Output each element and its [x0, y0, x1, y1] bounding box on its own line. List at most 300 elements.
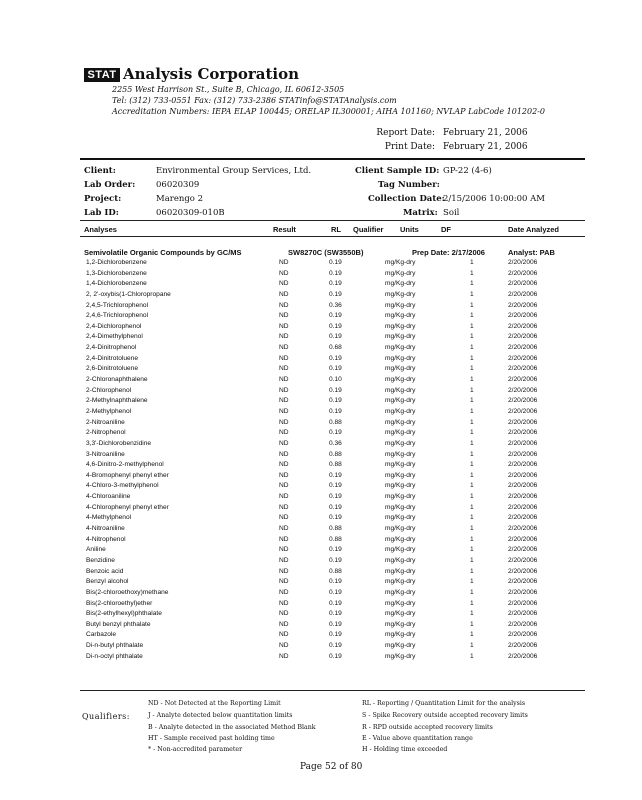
units-value: mg/Kg-dry [385, 280, 416, 288]
analyte-name: 4-Chloro-3-methylphenol [86, 482, 159, 490]
result-value: ND [279, 397, 289, 405]
legend-h: H - Holding time exceeded [362, 746, 448, 753]
rl-value: 0.88 [329, 567, 342, 575]
date-analyzed-value: 2/20/2006 [508, 599, 538, 607]
units-value: mg/Kg-dry [385, 620, 416, 628]
df-value: 1 [470, 259, 474, 266]
result-value: ND [279, 599, 289, 607]
table-row [0, 279, 642, 290]
analyte-name: Carbazole [86, 631, 117, 639]
date-analyzed-value: 2/20/2006 [508, 610, 538, 618]
rl-value: 0.19 [329, 482, 342, 490]
table-row [0, 258, 642, 269]
units-value: mg/Kg-dry [385, 546, 416, 554]
units-value: mg/Kg-dry [385, 642, 416, 650]
df-value: 1 [470, 482, 474, 490]
df-value: 1 [470, 471, 474, 479]
table-row [0, 386, 642, 397]
result-value: ND [279, 642, 289, 650]
units-value: mg/Kg-dry [385, 354, 416, 362]
rl-value: 0.19 [329, 365, 342, 373]
df-value: 1 [470, 312, 474, 320]
analyte-name: Aniline [86, 546, 106, 554]
table-row [0, 481, 642, 492]
analyte-name: 1,4-Dichlorobenzene [86, 280, 147, 288]
date-analyzed-value: 2/20/2006 [508, 365, 538, 373]
rl-value: 0.19 [329, 322, 342, 330]
df-value: 1 [470, 354, 474, 362]
df-value: 1 [470, 503, 474, 511]
result-value: ND [279, 259, 289, 266]
result-value: ND [279, 556, 289, 564]
units-value: mg/Kg-dry [385, 322, 416, 330]
date-analyzed-value: 2/20/2006 [508, 503, 538, 511]
df-value: 1 [470, 599, 474, 607]
result-value: ND [279, 567, 289, 575]
date-analyzed-value: 2/20/2006 [508, 439, 538, 447]
table-row [0, 311, 642, 322]
analyte-name: 2,6-Dinitrotoluene [86, 365, 139, 373]
df-value: 1 [470, 642, 474, 650]
legend-b: B - Analyte detected in the associated Method Blank [148, 724, 316, 731]
rl-value: 0.36 [329, 439, 342, 447]
analyte-name: 3-Nitroaniline [86, 450, 125, 458]
result-value: ND [279, 407, 289, 415]
df-value: 1 [470, 429, 474, 437]
table-row [0, 332, 642, 343]
units-value: mg/Kg-dry [385, 365, 416, 373]
result-value: ND [279, 269, 289, 277]
col-date-analyzed: Date Analyzed [508, 225, 559, 234]
df-value: 1 [470, 588, 474, 596]
table-row [0, 439, 642, 450]
units-value: mg/Kg-dry [385, 386, 416, 394]
date-analyzed-value: 2/20/2006 [508, 461, 538, 469]
rl-value: 0.19 [329, 333, 342, 341]
units-value: mg/Kg-dry [385, 418, 416, 426]
result-value: ND [279, 290, 289, 298]
result-value: ND [279, 535, 289, 543]
units-value: mg/Kg-dry [385, 493, 416, 501]
legend-e: E - Value above quantitation range [362, 735, 473, 742]
report-date: February 21, 2006 [443, 128, 528, 138]
legend-s: S - Spike Recovery outside accepted recovery limits [362, 712, 528, 719]
analyte-name: Bis(2-ethylhexyl)phthalate [86, 610, 162, 618]
rl-value: 0.19 [329, 312, 342, 320]
lab-id-label: Lab ID: [84, 208, 119, 218]
result-value: ND [279, 503, 289, 511]
section-title: Semivolatile Organic Compounds by GC/MS [84, 248, 242, 257]
project-label: Project: [84, 194, 122, 204]
result-value: ND [279, 386, 289, 394]
rl-value: 0.19 [329, 652, 342, 660]
table-row [0, 322, 642, 333]
collection-date-value: 2/15/2006 10:00:00 AM [443, 194, 546, 204]
col-analyses: Analyses [84, 225, 117, 234]
table-row [0, 545, 642, 556]
rl-value: 0.88 [329, 450, 342, 458]
table-row [0, 652, 642, 663]
lab-order-label: Lab Order: [84, 180, 136, 190]
print-date: February 21, 2006 [443, 142, 528, 152]
result-value: ND [279, 631, 289, 639]
df-value: 1 [470, 620, 474, 628]
units-value: mg/Kg-dry [385, 461, 416, 469]
table-row [0, 301, 642, 312]
col-rl: RL [331, 225, 341, 234]
date-analyzed-value: 2/20/2006 [508, 642, 538, 650]
table-row [0, 471, 642, 482]
result-value: ND [279, 354, 289, 362]
table-row [0, 396, 642, 407]
stat-logo: STAT [84, 68, 120, 82]
units-value: mg/Kg-dry [385, 578, 416, 586]
table-row [0, 588, 642, 599]
units-value: mg/Kg-dry [385, 429, 416, 437]
table-row [0, 269, 642, 280]
df-value: 1 [470, 407, 474, 415]
section-prep-date: Prep Date: 2/17/2006 [412, 248, 485, 257]
result-value: ND [279, 514, 289, 522]
table-row [0, 524, 642, 535]
rl-value: 0.19 [329, 599, 342, 607]
rl-value: 0.36 [329, 301, 342, 309]
df-value: 1 [470, 322, 474, 330]
df-value: 1 [470, 535, 474, 543]
columns-bottom-divider [80, 236, 585, 237]
table-row [0, 620, 642, 631]
table-row [0, 556, 642, 567]
lab-order-value: 06020309 [156, 180, 200, 190]
analyte-name: Benzyl alcohol [86, 578, 129, 586]
rl-value: 0.19 [329, 556, 342, 564]
units-value: mg/Kg-dry [385, 312, 416, 320]
df-value: 1 [470, 397, 474, 405]
date-analyzed-value: 2/20/2006 [508, 514, 538, 522]
result-value: ND [279, 578, 289, 586]
analyte-name: 2,4,6-Trichlorophenol [86, 312, 149, 320]
result-value: ND [279, 301, 289, 309]
result-value: ND [279, 620, 289, 628]
table-row [0, 460, 642, 471]
result-value: ND [279, 493, 289, 501]
date-analyzed-value: 2/20/2006 [508, 290, 538, 298]
df-value: 1 [470, 546, 474, 554]
result-value: ND [279, 450, 289, 458]
rl-value: 0.19 [329, 354, 342, 362]
units-value: mg/Kg-dry [385, 525, 416, 533]
rl-value: 0.19 [329, 578, 342, 586]
units-value: mg/Kg-dry [385, 301, 416, 309]
units-value: mg/Kg-dry [385, 652, 416, 660]
table-row [0, 450, 642, 461]
analyte-name: Di-n-octyl phthalate [86, 652, 143, 660]
result-value: ND [279, 546, 289, 554]
rl-value: 0.19 [329, 546, 342, 554]
table-row [0, 492, 642, 503]
rl-value: 0.19 [329, 290, 342, 298]
rl-value: 0.68 [329, 344, 342, 352]
date-analyzed-value: 2/20/2006 [508, 482, 538, 490]
rl-value: 0.19 [329, 471, 342, 479]
client-sample-id-label: Client Sample ID: [355, 166, 440, 176]
analyte-name: 4-Nitrophenol [86, 535, 126, 543]
result-value: ND [279, 610, 289, 618]
date-analyzed-value: 2/20/2006 [508, 301, 538, 309]
date-analyzed-value: 2/20/2006 [508, 631, 538, 639]
table-row [0, 599, 642, 610]
units-value: mg/Kg-dry [385, 631, 416, 639]
date-analyzed-value: 2/20/2006 [508, 280, 538, 288]
units-value: mg/Kg-dry [385, 567, 416, 575]
date-analyzed-value: 2/20/2006 [508, 312, 538, 320]
df-value: 1 [470, 567, 474, 575]
results-table [0, 258, 642, 662]
analyte-name: 4-Nitroaniline [86, 525, 125, 533]
rl-value: 0.19 [329, 397, 342, 405]
table-row [0, 577, 642, 588]
client-sample-id-value: GP-22 (4-6) [443, 166, 492, 176]
legend-j: J - Analyte detected below quantitation limits [148, 712, 293, 719]
legend-ht: HT - Sample received past holding time [148, 735, 275, 742]
rl-value: 0.19 [329, 493, 342, 501]
table-row [0, 343, 642, 354]
analyte-name: 2,4-Dichlorophenol [86, 322, 142, 330]
table-row [0, 407, 642, 418]
date-analyzed-value: 2/20/2006 [508, 429, 538, 437]
df-value: 1 [470, 610, 474, 618]
rl-value: 0.19 [329, 259, 342, 266]
units-value: mg/Kg-dry [385, 556, 416, 564]
result-value: ND [279, 418, 289, 426]
table-row [0, 418, 642, 429]
columns-top-divider [80, 220, 585, 221]
table-row [0, 609, 642, 620]
df-value: 1 [470, 365, 474, 373]
section-method: SW8270C (SW3550B) [288, 248, 364, 257]
df-value: 1 [470, 631, 474, 639]
collection-date-label: Collection Date: [368, 194, 445, 204]
analyte-name: Benzidine [86, 556, 115, 564]
rl-value: 0.19 [329, 429, 342, 437]
units-value: mg/Kg-dry [385, 269, 416, 277]
result-value: ND [279, 429, 289, 437]
rl-value: 0.19 [329, 588, 342, 596]
analyte-name: Benzoic acid [86, 567, 124, 575]
result-value: ND [279, 312, 289, 320]
df-value: 1 [470, 439, 474, 447]
legend-rl: RL - Reporting / Quantitation Limit for the analysis [362, 700, 526, 707]
analyte-name: 4-Chloroaniline [86, 493, 131, 501]
df-value: 1 [470, 461, 474, 469]
lab-id-value: 06020309-010B [156, 208, 225, 218]
rl-value: 0.19 [329, 620, 342, 628]
date-analyzed-value: 2/20/2006 [508, 322, 538, 330]
analyte-name: 2,4-Dinitrotoluene [86, 354, 139, 362]
client-value: Environmental Group Services, Ltd. [156, 166, 312, 176]
df-value: 1 [470, 418, 474, 426]
analyte-name: Di-n-butyl phthalate [86, 642, 144, 650]
table-row [0, 290, 642, 301]
col-units: Units [400, 225, 419, 234]
rl-value: 0.19 [329, 269, 342, 277]
date-analyzed-value: 2/20/2006 [508, 556, 538, 564]
col-result: Result [273, 225, 296, 234]
units-value: mg/Kg-dry [385, 599, 416, 607]
analyte-name: 3,3'-Dichlorobenzidine [86, 439, 152, 447]
df-value: 1 [470, 556, 474, 564]
analyte-name: 2,4,5-Trichlorophenol [86, 301, 149, 309]
result-value: ND [279, 365, 289, 373]
print-date-label: Print Date: [384, 142, 435, 152]
result-value: ND [279, 344, 289, 352]
df-value: 1 [470, 280, 474, 288]
client-label: Client: [84, 166, 116, 176]
units-value: mg/Kg-dry [385, 482, 416, 490]
analyte-name: Bis(2-chloroethoxy)methane [86, 588, 169, 596]
rl-value: 0.88 [329, 418, 342, 426]
header-divider [80, 158, 585, 160]
rl-value: 0.19 [329, 514, 342, 522]
date-analyzed-value: 2/20/2006 [508, 546, 538, 554]
matrix-value: Soil [443, 208, 460, 218]
date-analyzed-value: 2/20/2006 [508, 471, 538, 479]
col-qualifier: Qualifier [353, 225, 384, 234]
units-value: mg/Kg-dry [385, 610, 416, 618]
analyte-name: Bis(2-chloroethyl)ether [86, 599, 153, 607]
analyte-name: 2,4-Dinitrophenol [86, 344, 137, 352]
rl-value: 0.88 [329, 535, 342, 543]
result-value: ND [279, 280, 289, 288]
matrix-label: Matrix: [403, 208, 438, 218]
result-value: ND [279, 652, 289, 660]
rl-value: 0.88 [329, 525, 342, 533]
units-value: mg/Kg-dry [385, 535, 416, 543]
legend-nd: ND - Not Detected at the Reporting Limit [148, 700, 281, 707]
analyte-name: 2-Chlorophenol [86, 386, 132, 394]
df-value: 1 [470, 578, 474, 586]
date-analyzed-value: 2/20/2006 [508, 450, 538, 458]
df-value: 1 [470, 301, 474, 309]
df-value: 1 [470, 493, 474, 501]
analyte-name: 1,2-Dichlorobenzene [86, 259, 147, 266]
result-value: ND [279, 322, 289, 330]
date-analyzed-value: 2/20/2006 [508, 493, 538, 501]
analyte-name: 2, 2'-oxybis(1-Chloropropane [86, 290, 171, 298]
table-row [0, 567, 642, 578]
company-name: Analysis Corporation [123, 65, 299, 83]
rl-value: 0.88 [329, 461, 342, 469]
col-df: DF [441, 225, 451, 234]
tag-number-label: Tag Number: [378, 180, 440, 190]
date-analyzed-value: 2/20/2006 [508, 588, 538, 596]
units-value: mg/Kg-dry [385, 514, 416, 522]
units-value: mg/Kg-dry [385, 290, 416, 298]
rl-value: 0.19 [329, 280, 342, 288]
units-value: mg/Kg-dry [385, 450, 416, 458]
df-value: 1 [470, 333, 474, 341]
result-value: ND [279, 333, 289, 341]
page-number: Page 52 of 80 [300, 762, 363, 772]
table-row [0, 630, 642, 641]
units-value: mg/Kg-dry [385, 333, 416, 341]
rl-value: 0.19 [329, 610, 342, 618]
project-value: Marengo 2 [156, 194, 204, 204]
table-row [0, 428, 642, 439]
table-row [0, 513, 642, 524]
rl-value: 0.19 [329, 642, 342, 650]
units-value: mg/Kg-dry [385, 376, 416, 384]
qualifiers-label: Qualifiers: [82, 712, 130, 721]
date-analyzed-value: 2/20/2006 [508, 567, 538, 575]
df-value: 1 [470, 344, 474, 352]
df-value: 1 [470, 450, 474, 458]
units-value: mg/Kg-dry [385, 344, 416, 352]
date-analyzed-value: 2/20/2006 [508, 652, 538, 660]
date-analyzed-value: 2/20/2006 [508, 376, 538, 384]
date-analyzed-value: 2/20/2006 [508, 259, 538, 266]
result-value: ND [279, 525, 289, 533]
units-value: mg/Kg-dry [385, 471, 416, 479]
df-value: 1 [470, 269, 474, 277]
date-analyzed-value: 2/20/2006 [508, 386, 538, 394]
rl-value: 0.19 [329, 386, 342, 394]
report-date-label: Report Date: [376, 128, 435, 138]
legend-star: * - Non-accredited parameter [148, 746, 243, 753]
table-row [0, 375, 642, 386]
df-value: 1 [470, 376, 474, 384]
units-value: mg/Kg-dry [385, 259, 416, 266]
date-analyzed-value: 2/20/2006 [508, 269, 538, 277]
units-value: mg/Kg-dry [385, 407, 416, 415]
rl-value: 0.10 [329, 376, 342, 384]
date-analyzed-value: 2/20/2006 [508, 525, 538, 533]
result-value: ND [279, 482, 289, 490]
units-value: mg/Kg-dry [385, 397, 416, 405]
date-analyzed-value: 2/20/2006 [508, 397, 538, 405]
table-row [0, 535, 642, 546]
df-value: 1 [470, 514, 474, 522]
rl-value: 0.19 [329, 503, 342, 511]
analyte-name: 4-Methylphenol [86, 514, 132, 522]
analyte-name: 4-Bromophenyl phenyl ether [86, 471, 169, 479]
df-value: 1 [470, 652, 474, 660]
date-analyzed-value: 2/20/2006 [508, 344, 538, 352]
date-analyzed-value: 2/20/2006 [508, 333, 538, 341]
units-value: mg/Kg-dry [385, 439, 416, 447]
analyte-name: Butyl benzyl phthalate [86, 620, 151, 628]
units-value: mg/Kg-dry [385, 503, 416, 511]
result-value: ND [279, 471, 289, 479]
analyte-name: 2-Methylphenol [86, 407, 132, 415]
accreditation-numbers: Accreditation Numbers: IEPA ELAP 100445; ORELAP IL300001; AIHA 101160; NVLAP LabCode 101202-0 [112, 107, 545, 116]
table-row [0, 364, 642, 375]
analyte-name: 2-Nitroaniline [86, 418, 125, 426]
df-value: 1 [470, 386, 474, 394]
date-analyzed-value: 2/20/2006 [508, 418, 538, 426]
date-analyzed-value: 2/20/2006 [508, 354, 538, 362]
rl-value: 0.19 [329, 407, 342, 415]
analyte-name: 1,3-Dichlorobenzene [86, 269, 147, 277]
result-value: ND [279, 376, 289, 384]
table-row [0, 503, 642, 514]
rl-value: 0.19 [329, 631, 342, 639]
units-value: mg/Kg-dry [385, 588, 416, 596]
analyte-name: 2-Methylnaphthalene [86, 397, 148, 405]
company-contact: Tel: (312) 733-0551 Fax: (312) 733-2386 STATinfo@STATAnalysis.com [112, 96, 397, 105]
analyte-name: 2-Nitrophenol [86, 429, 126, 437]
df-value: 1 [470, 525, 474, 533]
